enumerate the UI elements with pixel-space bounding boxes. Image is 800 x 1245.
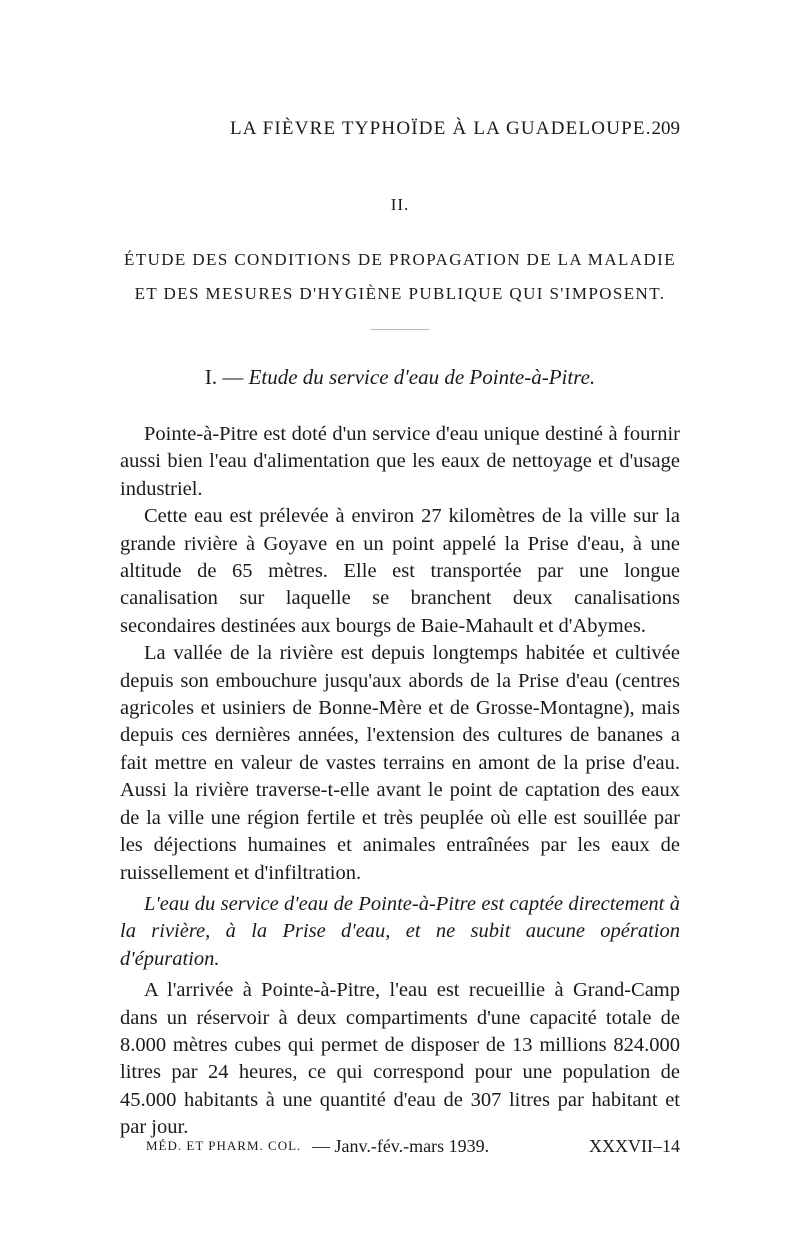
paragraph-emphasis: L'eau du service d'eau de Pointe-à-Pitre est captée directement à la rivière, à la Prise d'eau, et ne subit aucune opération d'épuration.: [120, 892, 680, 970]
body-text: [120, 421, 680, 1142]
subsection-number: I. —: [204, 365, 244, 389]
section-title-line-1: ÉTUDE DES CONDITIONS DE PROPAGATION DE LA MALADIE: [124, 250, 676, 269]
section-number: II.: [390, 195, 410, 214]
section-divider: [370, 329, 430, 330]
section-title-line-2: ET DES MESURES D'HYGIÈNE PUBLIQUE QUI S'IMPOSENT.: [134, 284, 666, 303]
subsection-title: [120, 365, 680, 390]
running-title: LA FIÈVRE TYPHOÏDE À LA GUADELOUPE.: [230, 118, 652, 139]
paragraph-5: A l'arrivée à Pointe-à-Pitre, l'eau est recueillie à Grand-Camp dans un réservoir à deux compartiments d'une capacité totale de 8.000 mètres cubes qui permet de disposer de 13 millions 824.000 litres par 24 heures, ce qui correspond pour une population de 45.000 habitants à une quantité d'eau de 307 litres par habitant et par jour.: [120, 979, 680, 1139]
footer-journal: MÉD. ET PHARM. COL.: [146, 1138, 302, 1153]
subsection-title-text: Etude du service d'eau de Pointe-à-Pitre.: [248, 365, 596, 389]
paragraph-2: Cette eau est prélevée à environ 27 kilomètres de la ville sur la grande rivière à Goyave en un point appelé la Prise d'eau, à une altitude de 65 mètres. Elle est transportée par une longue canalisation sur laquelle se branchent deux canalisations secondaires destinées aux bourgs de Baie-Mahault et d'Abymes.: [120, 505, 680, 637]
paragraph-3: La vallée de la rivière est depuis longtemps habitée et cultivée depuis son embouchure jusqu'aux abords de la Prise d'eau (centres agricoles et usiniers de Bonne-Mère et de Grosse-Montagne), mais depuis ces dernières années, l'extension des cultures de bananes a fait mettre en valeur de vastes terrains en amont de la prise d'eau. Aussi la rivière traverse-t-elle avant le point de captation des eaux de la ville une région fertile et très peuplée où elle est souillée par les déjections humaines et animales entraînées par les eaux de ruissellement et d'infiltration.: [120, 642, 680, 884]
running-head: [120, 118, 680, 142]
footer-date: — Janv.-fév.-mars 1939.: [312, 1136, 490, 1156]
paragraph-1: Pointe-à-Pitre est doté d'un service d'eau unique destiné à fournir aussi bien l'eau d'alimentation que les eaux de nettoyage et d'usage industriel.: [120, 423, 680, 500]
section-title: [120, 243, 680, 311]
page-footer: [120, 1136, 680, 1160]
page-number: 209: [651, 118, 680, 139]
footer-volume: XXXVII–14: [589, 1136, 680, 1156]
